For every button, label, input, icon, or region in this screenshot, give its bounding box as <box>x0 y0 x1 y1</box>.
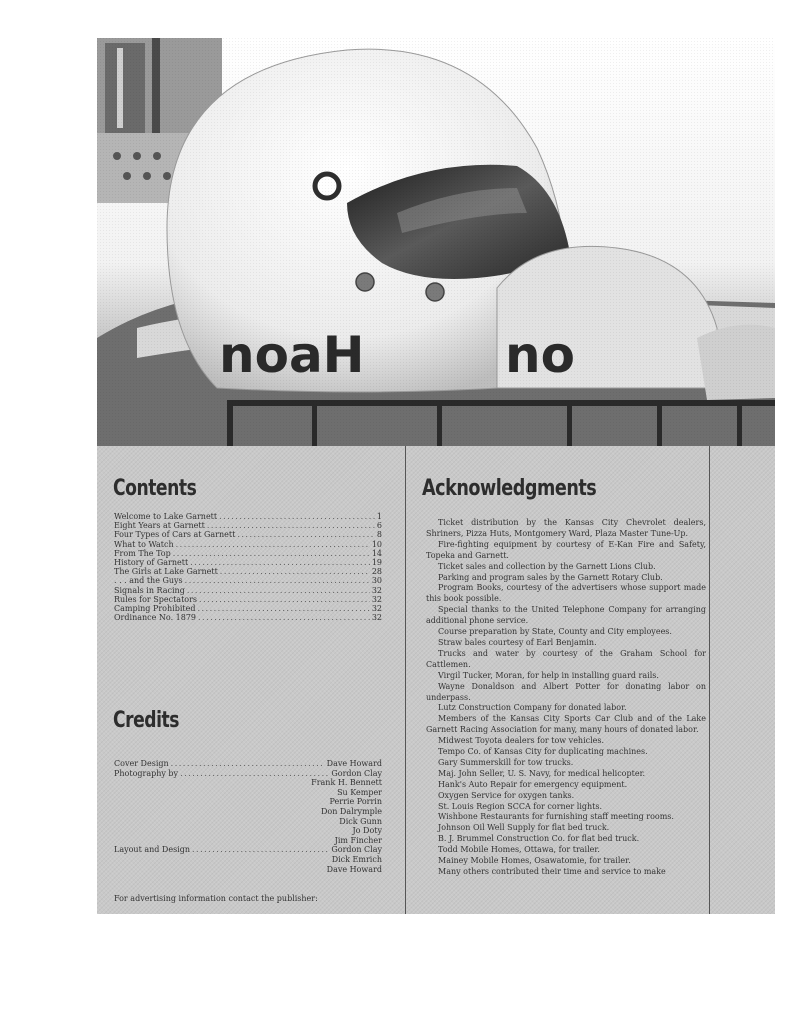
ack-paragraph: Many others contributed their time and service to make <box>438 867 666 876</box>
contents-item-title: History of Garnett <box>114 557 189 567</box>
ack-paragraph: Members of the Kansas City Sports Car Club and of the Lake Garnett Racing Association for many, many hours of donated labor. <box>426 714 706 735</box>
credit-name: Don Dalrymple <box>320 806 382 816</box>
acknowledgments-heading: Acknowledgments <box>422 476 597 501</box>
credit-name: Gordon Clay <box>331 768 382 778</box>
ack-paragraph: Parking and program sales by the Garnett Rotary Club. <box>438 572 663 582</box>
contents-list <box>114 512 382 622</box>
column-divider <box>405 446 406 914</box>
contents-item-title: Camping Prohibited <box>114 603 196 613</box>
contents-item-page: 32 <box>371 603 382 613</box>
column-divider <box>709 446 710 914</box>
ack-paragraph: Todd Mobile Homes, Ottawa, for trailer. <box>438 845 600 855</box>
contents-item-page: 8 <box>376 530 382 540</box>
contents-item-page: 32 <box>371 594 382 604</box>
ack-paragraph: Straw bales courtesy of Earl Benjamin. <box>438 637 597 647</box>
contents-heading: Contents <box>113 476 197 501</box>
contents-item <box>114 586 382 595</box>
dot-leader <box>173 549 370 558</box>
credit-name: Jim Fincher <box>334 835 382 845</box>
contents-item-title: Signals in Racing <box>114 585 185 595</box>
ack-paragraph: Wayne Donaldson and Albert Potter for donating labor on underpass. <box>426 681 706 702</box>
ack-paragraph: Gary Summerskill for tow trucks. <box>438 757 574 767</box>
contents-item <box>114 521 382 530</box>
credit-name: Dick Emrich <box>331 854 382 864</box>
dot-leader <box>237 530 375 539</box>
contents-item-title: Ordinance No. 1879 <box>114 613 197 623</box>
contents-item-page: 1 <box>376 512 382 521</box>
helmet-photo <box>97 38 775 446</box>
dot-leader <box>171 759 325 768</box>
ack-paragraph: Hank's Auto Repair for emergency equipment. <box>438 779 628 789</box>
ack-paragraph: B. J. Brummel Construction Co. for flat bed truck. <box>438 834 640 844</box>
ack-paragraph: Special thanks to the United Telephone Company for arranging additional phone service. <box>426 605 706 626</box>
credit-label: Cover Design <box>114 759 169 768</box>
contents-item-page: 32 <box>371 585 382 595</box>
ack-paragraph: Tempo Co. of Kansas City for duplicating machines. <box>438 747 648 757</box>
ack-paragraph: Wishbone Restaurants for furnishing staff meeting rooms. <box>438 812 674 822</box>
credit-row-cover <box>114 759 382 769</box>
dot-leader <box>190 558 370 567</box>
contents-item-title: Four Types of Cars at Garnett <box>114 530 236 540</box>
contents-item-title: Eight Years at Garnett <box>114 521 205 531</box>
acknowledgments-text <box>426 518 706 878</box>
credit-name: Dave Howard <box>326 864 382 874</box>
contents-item <box>114 549 382 558</box>
ack-paragraph: Virgil Tucker, Moran, for help in installing guard rails. <box>438 670 659 680</box>
contents-item-title: Welcome to Lake Garnett <box>114 512 218 521</box>
dot-leader <box>185 576 370 585</box>
dot-leader <box>219 512 375 521</box>
contents-item <box>114 530 382 539</box>
dot-leader <box>192 845 329 854</box>
contents-item <box>114 576 382 585</box>
dot-leader <box>198 613 370 622</box>
contents-item <box>114 604 382 613</box>
ack-paragraph: Fire-fighting equipment by courtesy of E-Kan Fire and Safety, Topeka and Garnett. <box>426 539 706 560</box>
ack-paragraph: Lutz Construction Company for donated labor. <box>438 703 627 713</box>
contents-item <box>114 512 382 521</box>
credit-name: Gordon Clay <box>331 845 382 855</box>
dot-leader <box>220 567 370 576</box>
credit-name: Dick Gunn <box>339 816 382 826</box>
dot-leader <box>197 604 369 613</box>
contents-item <box>114 558 382 567</box>
contents-item <box>114 567 382 576</box>
helmet-photo-art <box>97 38 775 446</box>
contents-item-title: From The Top <box>114 548 171 558</box>
credit-row-layout <box>114 845 382 855</box>
credits-heading: Credits <box>113 708 180 733</box>
dot-leader <box>199 595 370 604</box>
contents-item-title: Rules for Spectators <box>114 594 198 604</box>
ack-paragraph: St. Louis Region SCCA for corner lights. <box>438 801 603 811</box>
ack-paragraph: Johnson Oil Well Supply for flat bed truck. <box>438 823 610 833</box>
credit-row-photography <box>114 769 382 779</box>
credit-name: Dave Howard <box>326 759 382 768</box>
contents-item-page: 28 <box>371 567 382 577</box>
advertising-footer: For advertising information contact the publisher: <box>114 894 318 903</box>
contents-item <box>114 613 382 622</box>
credits-list <box>114 759 382 874</box>
dot-leader <box>176 540 370 549</box>
contents-item-title: The Girls at Lake Garnett <box>114 567 218 577</box>
credit-name: Perrie Porrin <box>329 797 382 807</box>
ack-paragraph: Ticket distribution by the Kansas City Chevrolet dealers, Shriners, Pizza Huts, Montgomery Ward, Plaza Master Tune-Up. <box>426 518 706 538</box>
ack-paragraph: Mainey Mobile Homes, Osawatomie, for trailer. <box>438 856 631 866</box>
text-panel <box>97 446 775 914</box>
contents-item-page: 6 <box>376 521 382 531</box>
credit-label: Layout and Design <box>114 845 190 855</box>
contents-item-page: 10 <box>371 539 382 549</box>
ack-paragraph: Oxygen Service for oxygen tanks. <box>438 790 575 800</box>
dot-leader <box>187 586 370 595</box>
credit-name: Su Kemper <box>337 787 382 797</box>
ack-paragraph: Ticket sales and collection by the Garnett Lions Club. <box>438 561 656 571</box>
credit-label: Photography by <box>114 768 179 778</box>
contents-item-title: What to Watch <box>114 539 174 549</box>
contents-item-page: 19 <box>371 557 382 567</box>
ack-paragraph: Program Books, courtesy of the advertisers whose support made this book possible. <box>426 583 706 604</box>
contents-item <box>114 595 382 604</box>
ack-paragraph: Maj. John Seller, U. S. Navy, for medical helicopter. <box>438 768 646 778</box>
contents-item-page: 32 <box>371 613 382 623</box>
contents-item-title: . . . and the Guys <box>114 576 183 586</box>
credit-name: Jo Doty <box>352 826 382 836</box>
dot-leader <box>180 769 329 778</box>
contents-item-page: 14 <box>371 548 382 558</box>
contents-item <box>114 540 382 549</box>
ack-paragraph: Course preparation by State, County and City employees. <box>438 627 672 637</box>
ack-paragraph: Trucks and water by courtesy of the Graham School for Cattlemen. <box>426 648 706 669</box>
ack-paragraph: Midwest Toyota dealers for tow vehicles. <box>438 736 605 746</box>
contents-item-page: 30 <box>371 576 382 586</box>
credit-name: Frank H. Bennett <box>311 778 382 788</box>
dot-leader <box>207 521 375 530</box>
